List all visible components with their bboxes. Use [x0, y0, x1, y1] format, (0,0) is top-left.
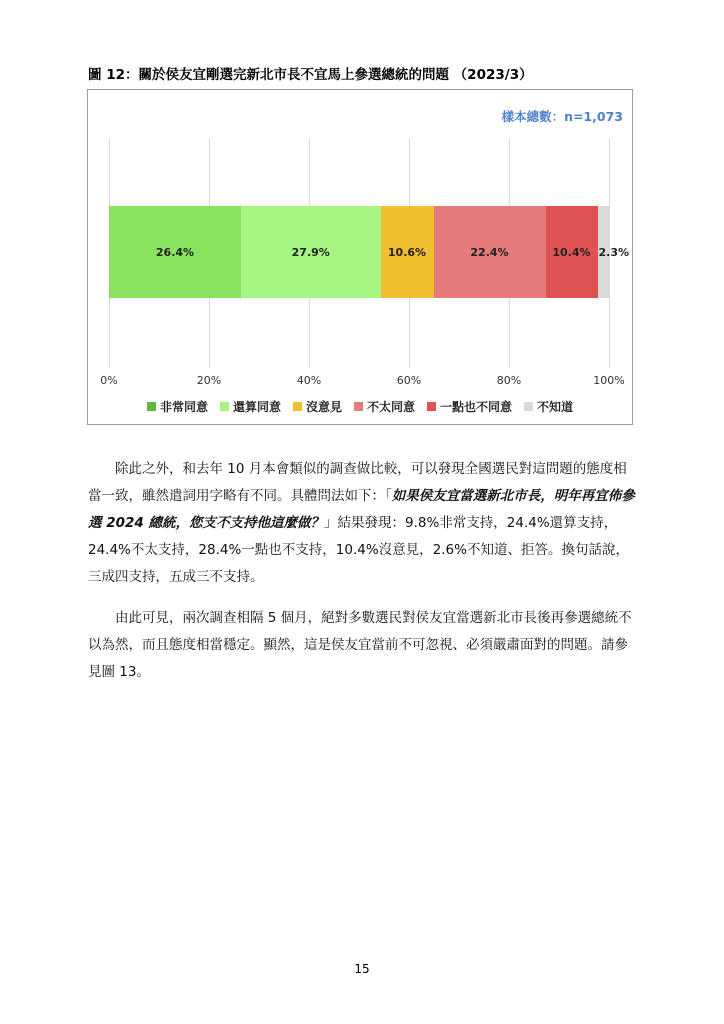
x-tick-label: 20%	[196, 374, 222, 387]
legend-swatch	[220, 402, 229, 411]
x-tick-label: 100%	[593, 374, 625, 387]
legend-swatch	[427, 402, 436, 411]
legend-label: 不太同意	[367, 400, 416, 414]
legend-label: 不知道	[537, 400, 574, 414]
data-label: 27.9%	[291, 245, 330, 259]
legend-swatch	[524, 402, 533, 411]
legend-swatch	[354, 402, 363, 411]
legend-label: 非常同意	[159, 400, 208, 414]
legend-label: 一點也不同意	[440, 400, 513, 414]
page-number: 15	[354, 962, 370, 976]
legend-swatch	[147, 402, 156, 411]
data-label: 2.3%	[598, 245, 630, 259]
data-label: 22.4%	[470, 245, 509, 259]
paragraph-conclusion	[88, 605, 636, 686]
legend-label: 還算同意	[232, 400, 281, 414]
bar-segment	[546, 206, 598, 298]
legend-item	[524, 398, 573, 415]
bar-segment	[434, 206, 546, 298]
data-label: 10.4%	[552, 245, 591, 259]
bar-segment	[598, 206, 630, 298]
survey-question-text: 如果侯友宜當選新北市長，明年再宜佈參選 2024 總統，您支不支持他這麼做？	[88, 488, 635, 531]
legend-item	[220, 398, 281, 415]
stacked-bar-chart	[87, 89, 633, 425]
legend-item	[354, 398, 415, 415]
chart-legend	[88, 398, 632, 415]
legend-item	[147, 398, 208, 415]
legend-item	[427, 398, 512, 415]
data-label: 10.6%	[387, 245, 427, 259]
sample-size-label: 樣本總數：n=1,073	[501, 109, 623, 124]
figure-title: 圖 12：關於侯友宜剛選完新北市長不宜馬上參選總統的問題 （2023/3）	[88, 67, 533, 83]
bar-segment	[381, 206, 434, 298]
legend-item	[293, 398, 342, 415]
paragraph-text: 除此之外，和去年 10 月本會類似的調查做比較，可以發現全國選民對這問題的態度相當一致，雖然遣詞用字略有不同。具體問法如下：「	[88, 461, 627, 504]
legend-swatch	[293, 402, 302, 411]
x-tick-label: 40%	[296, 374, 322, 387]
paragraph-text: 」結果發現：9.8%非常支持，24.4%還算支持，24.4%不太支持，28.4%一點也不支持，10.4%沒意見，2.6%不知道、拒答。換句話說，三成四支持，五成三不支持。	[88, 515, 629, 585]
x-tick-label: 60%	[396, 374, 422, 387]
bar-segment	[109, 206, 241, 298]
legend-label: 沒意見	[305, 400, 342, 414]
paragraph-comparison	[88, 456, 636, 591]
data-label: 26.4%	[155, 245, 195, 259]
paragraph-text: 由此可見，兩次調查相隔 5 個月，絕對多數選民對侯友宜當選新北市長後再參選總統不以為然，而且態度相當穩定。顯然，這是侯友宜當前不可忽視、必須嚴肅面對的問題。請參見圖 13。	[88, 610, 632, 680]
x-tick-label: 0%	[100, 374, 118, 387]
bar-segment	[241, 206, 381, 298]
x-tick-label: 80%	[496, 374, 522, 387]
plot-area	[100, 138, 630, 387]
